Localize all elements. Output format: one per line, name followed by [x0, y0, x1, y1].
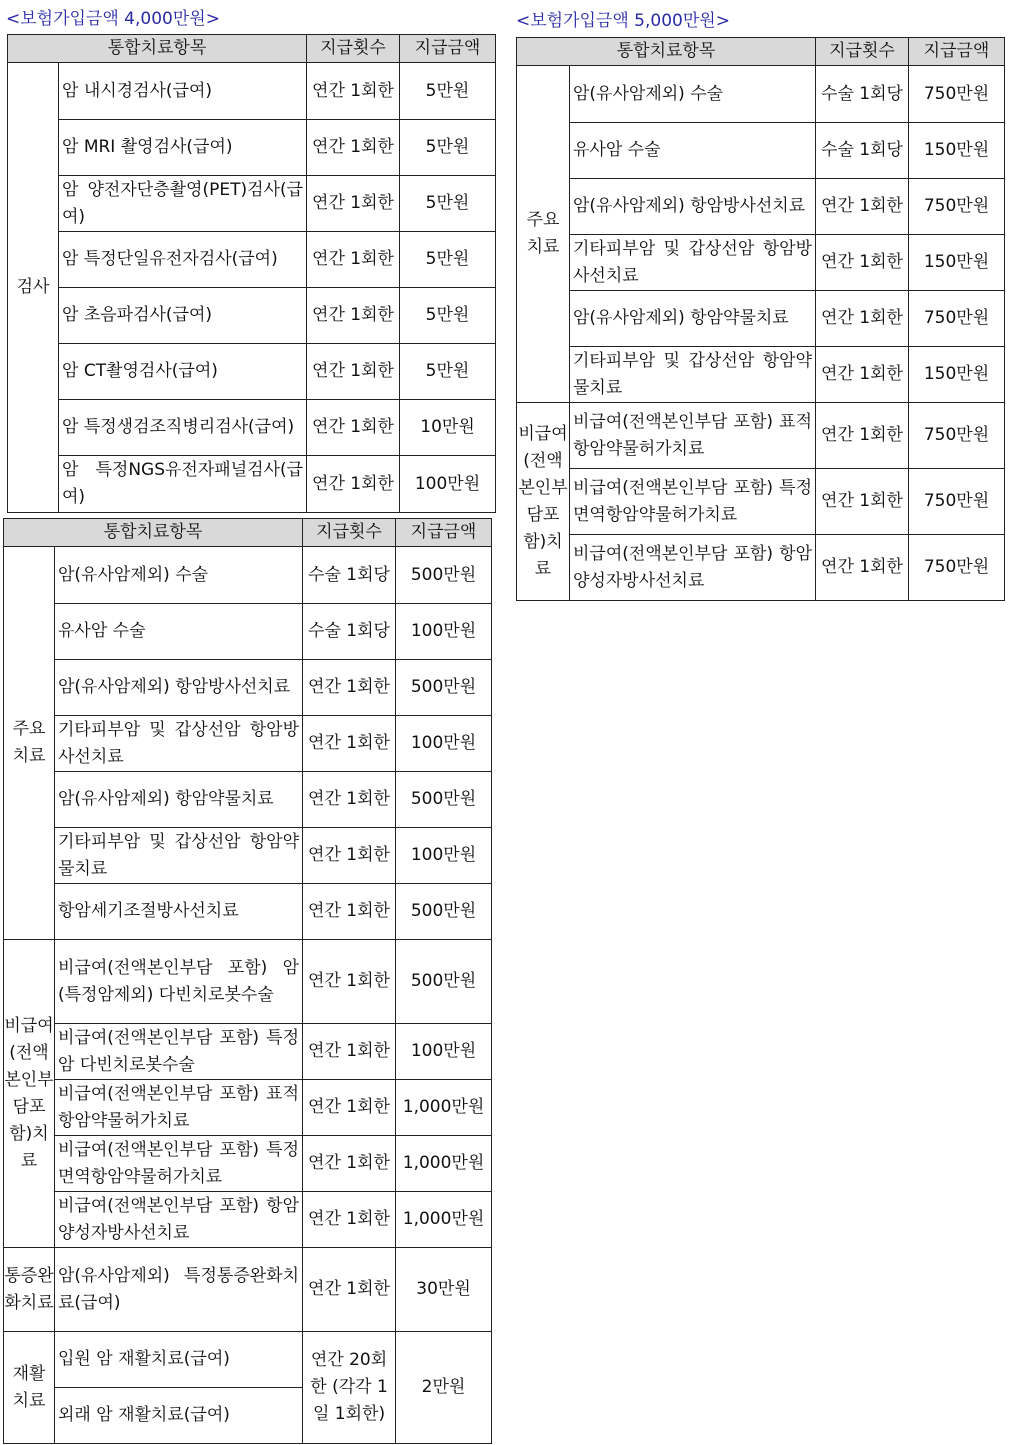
item-cell: 기타피부암 및 갑상선암 항암약물치료	[570, 347, 816, 403]
count-cell: 연간 1회한	[816, 347, 909, 403]
count-cell: 연간 1회한	[303, 1080, 396, 1136]
item-cell: 비급여(전액본인부담 포함) 특정면역항암약물허가치료	[570, 469, 816, 535]
category-cell: 재활 치료	[4, 1332, 55, 1444]
count-cell: 연간 1회한	[307, 400, 400, 456]
header-item: 통합치료항목	[4, 519, 303, 547]
count-cell: 연간 1회한	[816, 291, 909, 347]
item-cell: 암 양전자단층촬영(PET)검사(급여)	[59, 176, 307, 232]
amount-cell: 750만원	[909, 469, 1005, 535]
count-cell: 연간 1회한	[303, 940, 396, 1024]
amount-cell: 10만원	[400, 400, 496, 456]
item-cell: 비급여(전액본인부담 포함) 항암양성자방사선치료	[55, 1192, 303, 1248]
count-cell: 수술 1회당	[816, 123, 909, 179]
count-cell: 연간 1회한	[816, 535, 909, 601]
exam-table	[7, 34, 496, 513]
count-cell: 수술 1회당	[303, 547, 396, 604]
item-cell: 비급여(전액본인부담 포함) 표적항암약물허가치료	[55, 1080, 303, 1136]
item-cell: 비급여(전액본인부담 포함) 표적항암약물허가치료	[570, 403, 816, 469]
item-cell: 기타피부암 및 갑상선암 항암약물치료	[55, 828, 303, 884]
category-cell: 비급여(전액본인부담포함)치료	[4, 940, 55, 1248]
amount-cell: 5만원	[400, 232, 496, 288]
amount-cell: 500만원	[396, 940, 492, 1024]
item-cell: 암 특정단일유전자검사(급여)	[59, 232, 307, 288]
amount-cell: 500만원	[396, 884, 492, 940]
count-cell: 연간 1회한	[816, 403, 909, 469]
item-cell: 암(유사암제외) 수술	[570, 66, 816, 123]
count-cell: 연간 1회한	[303, 1136, 396, 1192]
amount-cell: 150만원	[909, 347, 1005, 403]
count-cell: 연간 1회한	[307, 63, 400, 120]
amount-cell: 1,000만원	[396, 1080, 492, 1136]
amount-cell: 5만원	[400, 120, 496, 176]
count-cell: 연간 1회한	[307, 288, 400, 344]
item-cell: 입원 암 재활치료(급여)	[55, 1332, 303, 1388]
amount-cell: 750만원	[909, 403, 1005, 469]
amount-cell: 5만원	[400, 288, 496, 344]
header-item: 통합치료항목	[8, 35, 307, 63]
amount-cell: 750만원	[909, 179, 1005, 235]
amount-cell: 500만원	[396, 660, 492, 716]
count-cell: 연간 1회한	[816, 235, 909, 291]
item-cell: 유사암 수술	[570, 123, 816, 179]
table3-title: <보험가입금액 5,000만원>	[516, 11, 730, 31]
item-cell: 비급여(전액본인부담 포함) 암(특정암제외) 다빈치로봇수술	[55, 940, 303, 1024]
category-cell: 비급여(전액본인부담포함)치료	[517, 403, 570, 601]
header-count: 지급횟수	[307, 35, 400, 63]
item-cell: 비급여(전액본인부담 포함) 특정면역항암약물허가치료	[55, 1136, 303, 1192]
item-cell: 암(유사암제외) 항암방사선치료	[55, 660, 303, 716]
count-cell: 연간 1회한	[303, 1248, 396, 1332]
category-cell: 주요 치료	[4, 547, 55, 940]
item-cell: 외래 암 재활치료(급여)	[55, 1388, 303, 1444]
item-cell: 암 CT촬영검사(급여)	[59, 344, 307, 400]
category-cell: 통증완화치료	[4, 1248, 55, 1332]
count-cell: 수술 1회당	[816, 66, 909, 123]
count-cell: 연간 20회한 (각각 1일 1회한)	[303, 1332, 396, 1444]
count-cell: 연간 1회한	[307, 232, 400, 288]
item-cell: 항암세기조절방사선치료	[55, 884, 303, 940]
header-count: 지급횟수	[816, 38, 909, 66]
header-amount: 지급금액	[909, 38, 1005, 66]
item-cell: 암(유사암제외) 항암방사선치료	[570, 179, 816, 235]
item-cell: 비급여(전액본인부담 포함) 항암양성자방사선치료	[570, 535, 816, 601]
header-count: 지급횟수	[303, 519, 396, 547]
count-cell: 연간 1회한	[816, 469, 909, 535]
item-cell: 유사암 수술	[55, 604, 303, 660]
amount-cell: 5만원	[400, 344, 496, 400]
item-cell: 암 초음파검사(급여)	[59, 288, 307, 344]
amount-cell: 500만원	[396, 772, 492, 828]
amount-cell: 100만원	[400, 456, 496, 513]
amount-cell: 750만원	[909, 535, 1005, 601]
item-cell: 암 특정NGS유전자패널검사(급여)	[59, 456, 307, 513]
item-cell: 암(유사암제외) 수술	[55, 547, 303, 604]
amount-cell: 1,000만원	[396, 1136, 492, 1192]
item-cell: 기타피부암 및 갑상선암 항암방사선치료	[55, 716, 303, 772]
count-cell: 연간 1회한	[303, 716, 396, 772]
category-cell: 검사	[8, 63, 59, 513]
treatment-table-4000	[3, 518, 492, 1444]
category-cell: 주요 치료	[517, 66, 570, 403]
item-cell: 암(유사암제외) 항암약물치료	[55, 772, 303, 828]
count-cell: 연간 1회한	[303, 1024, 396, 1080]
count-cell: 연간 1회한	[303, 828, 396, 884]
table1-title: <보험가입금액 4,000만원>	[6, 9, 220, 29]
amount-cell: 100만원	[396, 604, 492, 660]
item-cell: 암(유사암제외) 항암약물치료	[570, 291, 816, 347]
count-cell: 연간 1회한	[816, 179, 909, 235]
amount-cell: 2만원	[396, 1332, 492, 1444]
count-cell: 연간 1회한	[303, 884, 396, 940]
item-cell: 암(유사암제외) 특정통증완화치료(급여)	[55, 1248, 303, 1332]
treatment-table-5000	[516, 37, 1005, 601]
count-cell: 연간 1회한	[307, 456, 400, 513]
header-item: 통합치료항목	[517, 38, 816, 66]
count-cell: 연간 1회한	[307, 344, 400, 400]
amount-cell: 500만원	[396, 547, 492, 604]
item-cell: 암 MRI 촬영검사(급여)	[59, 120, 307, 176]
count-cell: 연간 1회한	[303, 772, 396, 828]
amount-cell: 5만원	[400, 63, 496, 120]
amount-cell: 750만원	[909, 66, 1005, 123]
item-cell: 암 내시경검사(급여)	[59, 63, 307, 120]
amount-cell: 100만원	[396, 828, 492, 884]
count-cell: 수술 1회당	[303, 604, 396, 660]
amount-cell: 150만원	[909, 235, 1005, 291]
amount-cell: 5만원	[400, 176, 496, 232]
item-cell: 기타피부암 및 갑상선암 항암방사선치료	[570, 235, 816, 291]
header-amount: 지급금액	[400, 35, 496, 63]
amount-cell: 100만원	[396, 1024, 492, 1080]
amount-cell: 1,000만원	[396, 1192, 492, 1248]
item-cell: 비급여(전액본인부담 포함) 특정암 다빈치로봇수술	[55, 1024, 303, 1080]
amount-cell: 150만원	[909, 123, 1005, 179]
header-amount: 지급금액	[396, 519, 492, 547]
count-cell: 연간 1회한	[303, 1192, 396, 1248]
amount-cell: 100만원	[396, 716, 492, 772]
count-cell: 연간 1회한	[307, 176, 400, 232]
count-cell: 연간 1회한	[307, 120, 400, 176]
amount-cell: 30만원	[396, 1248, 492, 1332]
item-cell: 암 특정생검조직병리검사(급여)	[59, 400, 307, 456]
count-cell: 연간 1회한	[303, 660, 396, 716]
amount-cell: 750만원	[909, 291, 1005, 347]
